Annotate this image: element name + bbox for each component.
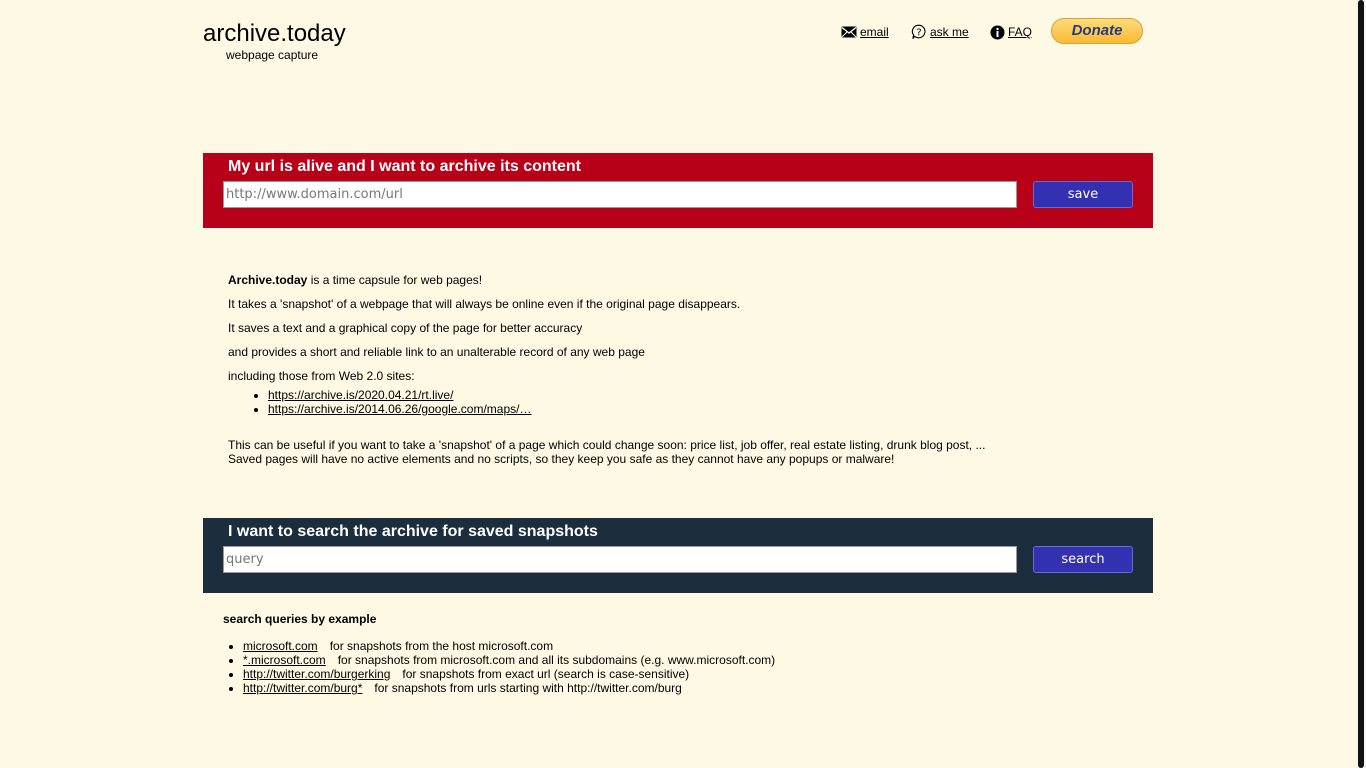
site-logo[interactable]: archive.today	[203, 20, 346, 47]
page-scrollbar[interactable]	[1356, 0, 1366, 768]
question-bubble-icon	[911, 24, 927, 40]
site-tagline: webpage capture	[226, 48, 319, 62]
envelope-icon	[841, 26, 857, 38]
email-link-group[interactable]	[841, 24, 889, 40]
about-useful-line-2: Saved pages will have no active elements and no scripts, so they keep you safe as they cannot have any popups or malware!	[228, 452, 895, 466]
about-line-1-text: is a time capsule for web pages!	[307, 273, 483, 287]
ask-me-link-group[interactable]	[911, 24, 969, 40]
donate-button[interactable]: Donate	[1051, 18, 1143, 44]
faq-link-group[interactable]	[990, 24, 1032, 40]
example-link-google-maps[interactable]: https://archive.is/2014.06.26/google.com/maps/…	[268, 402, 532, 416]
save-panel	[203, 153, 1153, 228]
about-line-5: including those from Web 2.0 sites:	[228, 369, 415, 383]
search-input[interactable]	[223, 546, 1017, 573]
save-panel-title: My url is alive and I want to archive its content	[228, 158, 581, 175]
search-button[interactable]: search	[1033, 546, 1133, 573]
email-link[interactable]: email	[860, 25, 889, 39]
examples-list	[223, 639, 775, 695]
example-query-desc: for snapshots from urls starting with http://twitter.com/burg	[374, 681, 682, 695]
faq-link[interactable]: FAQ	[1008, 25, 1033, 39]
scrollbar-thumb[interactable]	[1358, 0, 1364, 768]
about-line-3: It saves a text and a graphical copy of the page for better accuracy	[228, 321, 583, 335]
example-query-link[interactable]: microsoft.com	[243, 639, 318, 653]
search-panel-title: I want to search the archive for saved snapshots	[228, 523, 598, 540]
list-item	[268, 388, 1128, 402]
list-item	[243, 681, 775, 695]
examples-title: search queries by example	[223, 612, 377, 626]
example-query-desc: for snapshots from the host microsoft.com	[329, 639, 554, 653]
url-input[interactable]	[223, 181, 1017, 208]
example-links-list	[228, 388, 1128, 416]
save-button[interactable]: save	[1033, 181, 1133, 208]
svg-text:?: ?	[916, 27, 922, 39]
info-icon	[990, 25, 1005, 40]
about-section	[228, 271, 1128, 466]
about-useful	[228, 438, 1128, 466]
list-item	[268, 402, 1128, 416]
about-line-1	[228, 271, 1128, 295]
example-query-desc: for snapshots from microsoft.com and all its subdomains (e.g. www.microsoft.com)	[337, 653, 776, 667]
about-useful-line-1: This can be useful if you want to take a 'snapshot' of a page which could change soon: price list, job offer, real estate listing, drunk blog post, ...	[228, 438, 986, 452]
brand-name: Archive.today	[228, 273, 308, 287]
example-query-link[interactable]: http://twitter.com/burgerking	[243, 667, 391, 681]
list-item	[243, 653, 775, 667]
example-query-desc: for snapshots from exact url (search is case-sensitive)	[402, 667, 690, 681]
ask-me-link[interactable]: ask me	[930, 25, 969, 39]
example-query-link[interactable]: *.microsoft.com	[243, 653, 326, 667]
list-item	[243, 667, 775, 681]
example-query-link[interactable]: http://twitter.com/burg*	[243, 681, 363, 695]
about-line-4: and provides a short and reliable link to an unalterable record of any web page	[228, 345, 645, 359]
search-panel	[203, 518, 1153, 593]
list-item	[243, 639, 775, 653]
example-link-rt-live[interactable]: https://archive.is/2020.04.21/rt.live/	[268, 388, 454, 402]
about-line-2: It takes a 'snapshot' of a webpage that will always be online even if the original page disappears.	[228, 297, 741, 311]
